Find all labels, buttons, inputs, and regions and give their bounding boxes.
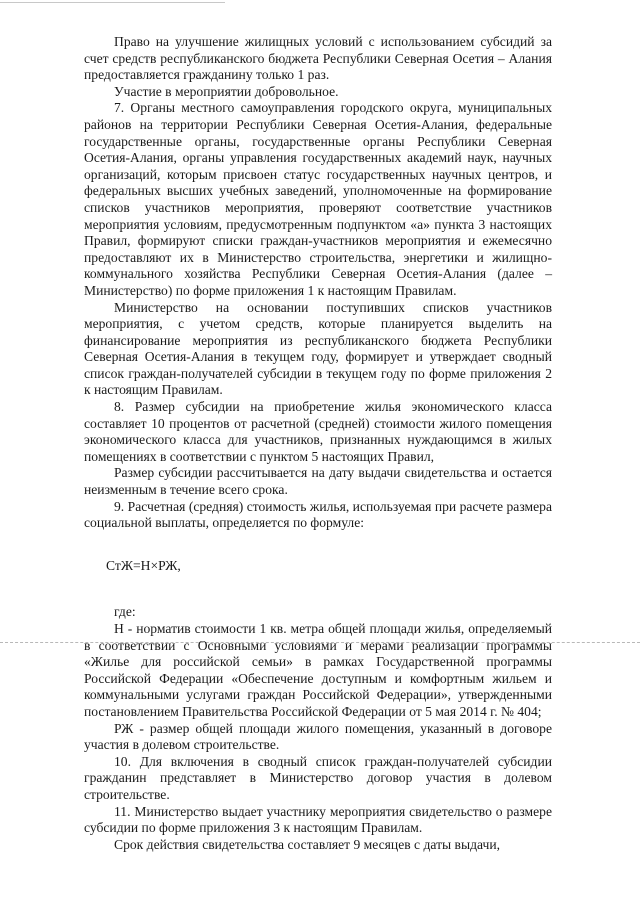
paragraph: 9. Расчетная (средняя) стоимость жилья, используемая при расчете размера социальной выплаты, определяется по формуле: <box>84 498 552 531</box>
paragraph: Участие в мероприятии добровольное. <box>114 83 339 99</box>
paragraph: 8. Размер субсидии на приобретение жилья экономического класса составляет 10 процентов от расчетной (средней) стоимости жилого помещения экономического класса для участников, признанных нуждающимся в жилых помещениях в соответствии с пунктом 5 настоящих Правил, <box>84 399 552 464</box>
document-page <box>84 34 552 853</box>
paragraph: 7. Органы местного самоуправления городского округа, муниципальных районов на территории Республики Северная Осетия-Алания, федеральные государственные органы, государственные органы Республики Северная Осетия-Алания, органы управления государственных академий наук, научных организаций, которым присвоен статус государственных научных центров, и федеральных высших учебных заведений, уполномоченные на формирование списков участников мероприятия, проверяют соответствие участников мероприятия условиям, предусмотренным подпунктом «а» пункта 3 настоящих Правил, формируют списки граждан-участников мероприятия и ежемесячно предоставляют их в Министерство строительства, энергетики и жилищно-коммунального хозяйства Республики Северная Осетия-Алания (далее – Министерство) по форме приложения 1 к настоящим Правилам. <box>84 100 552 298</box>
paragraph: Срок действия свидетельства составляет 9 месяцев с даты выдачи, <box>114 836 501 852</box>
paragraph: 11. Министерство выдает участнику мероприятия свидетельство о размере субсидии по форме приложения 3 к настоящим Правилам. <box>84 803 552 836</box>
paragraph: Право на улучшение жилищных условий с использованием субсидий за счет средств республиканского бюджета Республики Северная Осетия – Алания предоставляется гражданину только 1 раз. <box>84 34 552 83</box>
paragraph: 10. Для включения в сводный список граждан-получателей субсидии гражданин представляет в Министерство договор участия в долевом строительстве. <box>84 753 552 802</box>
paragraph: Размер субсидии рассчитывается на дату выдачи свидетельства и остается неизменным в течение всего срока. <box>84 465 552 498</box>
scan-artifact-line <box>0 2 225 3</box>
formula: СтЖ=Н×РЖ, <box>106 557 181 573</box>
paragraph: РЖ - размер общей площади жилого помещения, указанный в договоре участия в долевом строительстве. <box>84 720 552 753</box>
paragraph: Министерство на основании поступивших списков участников мероприятия, с учетом средств, которые планируется выделить на финансирование мероприятия из республиканского бюджета Республики Северная Осетия-Алания в текущем году, формирует и утверждает сводный список граждан-получателей субсидии в текущем году по форме приложения 2 к настоящим Правилам. <box>84 299 552 398</box>
paragraph: Н - норматив стоимости 1 кв. метра общей площади жилья, определяемый в соответствии с Основными условиями и мерами реализации программы «Жилье для российской семьи» в рамках Государственной программы Российской Федерации «Обеспечение доступным и комфортным жильем и коммунальными услугами граждан Российской Федерации», утвержденными постановлением Правительства Российской Федерации от 5 мая 2014 г. № 404; <box>84 621 552 719</box>
where-label: где: <box>114 604 136 620</box>
